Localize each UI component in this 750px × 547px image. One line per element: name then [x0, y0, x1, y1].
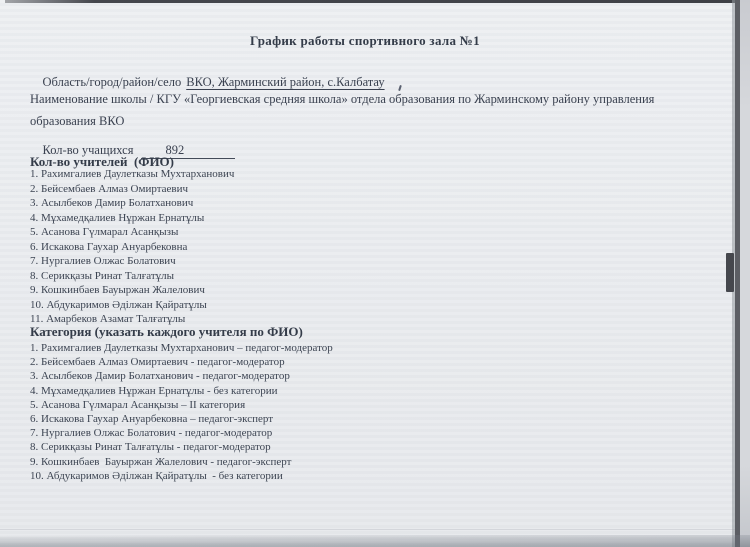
category-list-item: 6. Искакова Гаухар Ануарбековна – педагог-эксперт — [30, 412, 274, 425]
category-list-item: 9. Кошкинбаев Бауыржан Жалелович - педагог-эксперт — [30, 455, 292, 468]
scan-clip-mark — [726, 253, 734, 292]
students-value: 892 — [165, 143, 185, 157]
category-list-item: 3. Асылбеков Дамир Болатханович - педагог-модератор — [30, 370, 290, 383]
school-line — [30, 88, 730, 132]
categories-list — [30, 341, 333, 483]
scan-paper-edge-line — [0, 529, 736, 530]
categories-heading: Категория (указать каждого учителя по ФИО) — [30, 324, 303, 339]
teacher-list-item: 11. Амарбеков Азамат Талғатұлы — [30, 313, 186, 325]
teachers-list — [30, 167, 234, 327]
teacher-list-item: 7. Нургалиев Олжас Болатович — [30, 255, 176, 267]
category-list-item: 1. Рахимгалиев Даулетказы Мухтарханович – педагог-модератор — [30, 342, 333, 354]
scan-right-outer-band — [740, 0, 750, 547]
teacher-list-item: 4. Мұхамедқалиев Нұржан Ернатұлы — [30, 211, 205, 224]
teacher-list-item: 2. Бейсембаев Алмаз Омиртаевич — [30, 182, 189, 195]
region-value: ВКО, Жарминский район, с.Калбатау — [186, 75, 385, 89]
category-list-item: 10. Абдукаримов Әділжан Қайратұлы - без категории — [30, 469, 283, 482]
teacher-list-item: 5. Асанова Гүлмарал Асанқызы — [30, 226, 179, 238]
scan-top-edge — [5, 0, 750, 3]
page-title: График работы спортивного зала №1 — [250, 33, 480, 48]
school-value-line1: КГУ «Георгиевская средняя школа» отдела образования по Жарминскому району управления — [156, 92, 655, 106]
category-list-item: 7. Нургалиев Олжас Болатович - педагог-модератор — [30, 427, 273, 440]
teacher-list-item: 3. Асылбеков Дамир Болатханович — [30, 197, 194, 209]
teacher-list-item: 1. Рахимгалиев Даулетказы Мухтарханович — [30, 168, 235, 180]
teacher-list-item: 10. Абдукаримов Әділжан Қайратұлы — [30, 298, 207, 311]
category-list-item: 5. Асанова Гүлмарал Асанқызы – II категория — [30, 398, 246, 411]
students-label: Кол-во учащихся — [42, 143, 134, 157]
category-list-item: 2. Бейсембаев Алмаз Омиртаевич - педагог-модератор — [30, 356, 285, 369]
teacher-list-item: 9. Кошкинбаев Бауыржан Жалелович — [30, 284, 205, 296]
category-list-item: 4. Мұхамедқалиев Нұржан Ернатұлы - без категории — [30, 384, 278, 397]
category-list-item: 8. Серикқазы Ринат Талғатұлы - педагог-модератор — [30, 441, 271, 454]
scan-bottom-shadow — [0, 535, 750, 547]
teacher-list-item: 6. Искакова Гаухар Ануарбековна — [30, 240, 188, 253]
region-label: Область/город/район/село — [42, 75, 182, 89]
teacher-list-item: 8. Серикқазы Ринат Талғатұлы — [30, 269, 175, 282]
school-value-line2: образования ВКО — [30, 114, 125, 128]
teachers-heading: Кол-во учителей (ФИО) — [30, 154, 174, 169]
school-label: Наименование школы / — [30, 92, 157, 106]
